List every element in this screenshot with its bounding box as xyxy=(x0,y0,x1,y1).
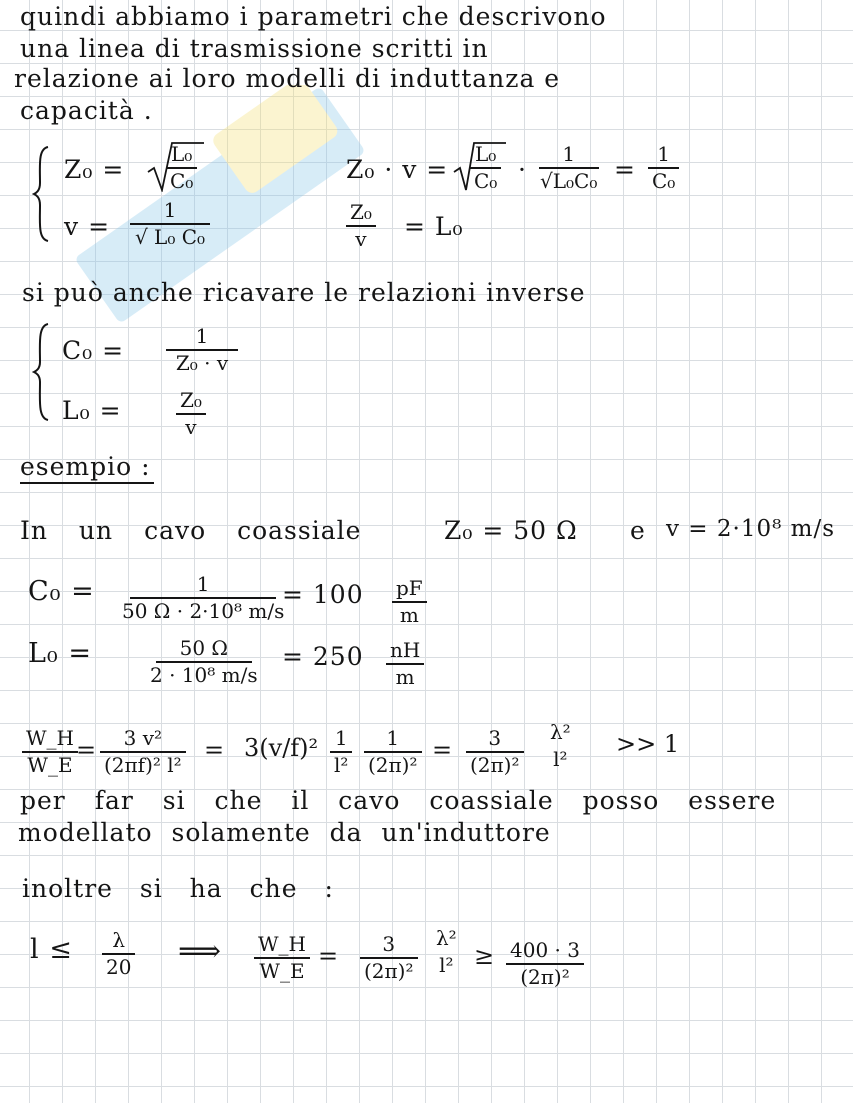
product-dot: · xyxy=(518,155,527,184)
final-f3 xyxy=(506,940,584,988)
l0-calc-result: = 250 xyxy=(282,642,364,671)
product-sqrt-den: C₀ xyxy=(474,168,498,193)
eq-sign-2: = xyxy=(204,736,225,764)
ratio-mid: 3(v/f)² xyxy=(244,734,319,762)
v-num: 1 xyxy=(163,198,177,222)
final-f2 xyxy=(432,928,461,976)
v-den: √ L₀ C₀ xyxy=(134,224,206,249)
l0-calc-lhs: L₀ = xyxy=(28,638,92,669)
final-w-num: W_H xyxy=(258,932,306,956)
intro-line-4: capacità . xyxy=(20,96,153,125)
ratio-den: v xyxy=(355,226,367,251)
example-title: esempio : xyxy=(20,452,151,481)
example-text: In un cavo coassiale xyxy=(20,516,362,545)
ratio-f2-num: 1 xyxy=(334,726,348,750)
v-fraction xyxy=(130,200,210,248)
intro-line-1: quindi abbiamo i parametri che descrivono xyxy=(20,2,607,31)
ratio-f3-den: (2π)² xyxy=(368,752,418,777)
l0-calc-num: 50 Ω xyxy=(179,636,228,660)
conclusion-line-2: modellato solamente da un'induttore xyxy=(18,818,551,847)
eq-sign-3: = xyxy=(432,736,453,764)
ratio-f5-num: λ² xyxy=(550,720,571,744)
z0-sqrt-num: L₀ xyxy=(171,142,193,166)
product-result xyxy=(648,144,679,192)
ratio-num: Z₀ xyxy=(350,200,372,224)
c0-calc-unit xyxy=(392,578,427,626)
final-f1-den: (2π)² xyxy=(364,958,414,983)
c0-inverse-den: Z₀ · v xyxy=(175,350,229,375)
eq-sign-1: = xyxy=(76,736,97,764)
we-den: W_E xyxy=(27,752,73,777)
left-brace-2 xyxy=(32,322,52,422)
ratio-f1-den: (2πf)² l² xyxy=(104,752,182,777)
l0-inverse-frac xyxy=(176,390,206,438)
example-and: e xyxy=(630,516,646,545)
ratio-f5-den: l² xyxy=(553,747,568,771)
wh-we-frac xyxy=(22,728,78,776)
l0-inverse-num: Z₀ xyxy=(180,388,202,412)
c0-calc-result: = 100 xyxy=(282,580,364,609)
c0-calc-num: 1 xyxy=(196,572,210,596)
final-lambda-num: λ xyxy=(112,928,126,952)
final-f1 xyxy=(360,934,418,982)
example-z0: Z₀ = 50 Ω xyxy=(444,516,578,545)
ratio-f4-num: 3 xyxy=(488,726,502,750)
wh-num: W_H xyxy=(26,726,74,750)
c0-calc-unit-den: m xyxy=(399,602,419,627)
intro-line-3: relazione ai loro modelli di induttanza e xyxy=(14,64,561,93)
l0-calc-frac xyxy=(146,638,262,686)
product-eq: = xyxy=(614,155,636,184)
final-f1-num: 3 xyxy=(382,932,396,956)
product-sqrt-fraction xyxy=(470,144,501,192)
product-frac xyxy=(536,144,601,192)
product-num: 1 xyxy=(562,142,576,166)
much-greater-than: >> 1 xyxy=(616,730,680,758)
intro-line-2: una linea di trasmissione scritti in xyxy=(20,34,489,63)
z0-lhs: Z₀ = xyxy=(64,155,125,184)
l0-calc-den: 2 · 10⁸ m/s xyxy=(150,662,258,687)
ratio-f4 xyxy=(466,728,524,776)
ratio-f2 xyxy=(330,728,352,776)
product-result-den: C₀ xyxy=(652,168,676,193)
final-lambda-den: 20 xyxy=(106,954,132,979)
ratio-f2-den: l² xyxy=(334,752,349,777)
ratio-frac xyxy=(346,202,376,250)
final-f3-den: (2π)² xyxy=(520,964,570,989)
final-w-frac xyxy=(254,934,310,982)
l0-calc-unit-den: m xyxy=(395,664,415,689)
example-v: v = 2·10⁸ m/s xyxy=(666,516,835,542)
z0-sqrt-den: C₀ xyxy=(170,168,194,193)
ratio-eq: = L₀ xyxy=(404,212,464,241)
ratio-f3 xyxy=(364,728,422,776)
ratio-f1-num: 3 v² xyxy=(123,726,163,750)
c0-calc-frac xyxy=(118,574,288,622)
l0-inverse-lhs: L₀ = xyxy=(62,396,122,425)
final-ge: ≥ xyxy=(474,942,495,970)
ratio-f4-den: (2π)² xyxy=(470,752,520,777)
ratio-f1 xyxy=(100,728,186,776)
product-sqrt-num: L₀ xyxy=(475,142,497,166)
c0-inverse-num: 1 xyxy=(195,324,209,348)
furthermore-text: inoltre si ha che : xyxy=(22,874,334,903)
v-lhs: v = xyxy=(64,212,111,241)
final-eq: = xyxy=(318,942,339,970)
example-underline xyxy=(20,482,154,484)
product-lhs: Z₀ · v = xyxy=(346,155,449,184)
inverse-relations-text: si può anche ricavare le relazioni inverse xyxy=(22,278,586,307)
l0-calc-unit xyxy=(386,640,424,688)
final-l-le: l ≤ xyxy=(30,934,73,965)
ratio-f3-num: 1 xyxy=(386,726,400,750)
l0-calc-unit-num: nH xyxy=(390,638,421,662)
product-result-num: 1 xyxy=(657,142,671,166)
final-f3-num: 400 · 3 xyxy=(510,938,580,962)
implies-arrow: ⟹ xyxy=(178,934,222,969)
c0-calc-unit-num: pF xyxy=(396,576,423,600)
left-brace-1 xyxy=(32,145,52,243)
product-den: √L₀C₀ xyxy=(540,168,598,193)
c0-calc-lhs: C₀ = xyxy=(28,576,95,607)
conclusion-line-1: per far si che il cavo coassiale posso essere xyxy=(20,786,777,815)
final-f2-den: l² xyxy=(439,953,454,977)
c0-calc-den: 50 Ω · 2·10⁸ m/s xyxy=(122,598,285,623)
c0-inverse-frac xyxy=(166,326,238,374)
c0-inverse-lhs: C₀ = xyxy=(62,336,125,365)
final-f2-num: λ² xyxy=(436,926,457,950)
z0-sqrt-fraction xyxy=(166,144,197,192)
final-lambda-frac xyxy=(102,930,135,978)
final-w-den: W_E xyxy=(259,958,305,983)
ratio-f5 xyxy=(546,722,575,770)
l0-inverse-den: v xyxy=(185,414,197,439)
